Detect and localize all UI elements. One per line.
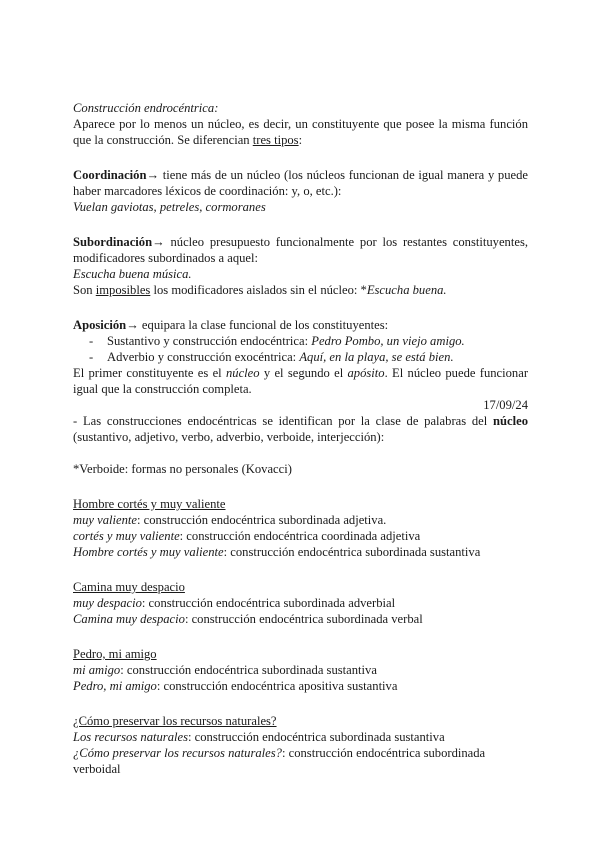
note-text: los modificadores aislados sin el núcleo: * [150, 283, 367, 297]
example-title: ¿Cómo preservar los recursos naturales? [73, 714, 277, 728]
example-line [73, 745, 528, 777]
example-block [73, 579, 528, 627]
intro-paragraph [73, 116, 528, 148]
example-title: Hombre cortés y muy valiente [73, 497, 226, 511]
note-text: Son [73, 283, 96, 297]
imposibles-underlined: imposibles [95, 283, 151, 297]
example-phrase: ¿Cómo preservar los recursos naturales? [73, 746, 282, 760]
example-line [73, 611, 528, 627]
example-phrase: Pedro, mi amigo [73, 679, 157, 693]
aposicion-after [73, 365, 528, 397]
example-block [73, 646, 528, 694]
example-line [73, 595, 528, 611]
coordinacion-example: Vuelan gaviotas, petreles, cormoranes [73, 200, 266, 214]
after-text: . El núcleo puede funcionar igual que la construcción completa. [73, 366, 529, 396]
spacer [73, 627, 528, 646]
spacer [73, 477, 528, 496]
nucleo-word: núcleo [225, 366, 260, 380]
example-phrase: Hombre cortés y muy valiente [73, 545, 224, 559]
endo-text: - Las construcciones endocéntricas se identifican por la clase de palabras del [73, 414, 494, 428]
example-block [73, 496, 528, 560]
list-item-text: Adverbio y construcción exocéntrica: [107, 350, 300, 364]
spacer [73, 215, 528, 234]
document-page [73, 100, 528, 777]
example-desc: : construcción endocéntrica coordinada adjetiva [179, 529, 421, 543]
arrow-icon: → [126, 318, 139, 332]
aposicion-term: Aposición [73, 318, 127, 332]
example-phrase: cortés y muy valiente [73, 529, 180, 543]
list-item-text: Sustantivo y construcción endocéntrica: [107, 334, 312, 348]
aposicion-list [73, 333, 528, 365]
list-item [73, 349, 528, 365]
verboide-note: *Verboide: formas no personales (Kovacci) [73, 462, 292, 476]
after-text: y el segundo el [259, 366, 348, 380]
after-text: El primer constituyente es el [73, 366, 226, 380]
list-item [73, 333, 528, 349]
example-desc: : construcción endocéntrica subordinada adjetiva. [137, 513, 387, 527]
aposito-word: apósito [347, 366, 385, 380]
example-phrase: Camina muy despacio [73, 612, 185, 626]
coordinacion-term: Coordinación [73, 168, 147, 182]
example-desc: : construcción endocéntrica subordinada sustantiva [223, 545, 481, 559]
subordinacion-text: núcleo presupuesto funcionalmente por los restantes constituyentes, modificadores subordinados a aquel: [73, 235, 528, 265]
example-line [73, 729, 528, 745]
tres-tipos-underlined: tres tipos [252, 133, 299, 147]
coordinacion-text: tiene más de un núcleo (los núcleos funcionan de igual manera y puede haber marcadores léxicos de coordinación: y, o, etc.): [73, 168, 528, 198]
spacer [73, 298, 528, 317]
endo-text: (sustantivo, adjetivo, verbo, adverbio, verboide, interjección): [73, 430, 385, 444]
example-line [73, 528, 528, 544]
example-phrase: muy despacio [73, 596, 142, 610]
spacer [73, 694, 528, 713]
arrow-icon: → [152, 235, 165, 249]
arrow-icon: → [146, 168, 160, 182]
note-example: Escucha buena. [366, 283, 447, 297]
example-title: Camina muy despacio [73, 580, 185, 594]
example-desc: : construcción endocéntrica apositiva sustantiva [156, 679, 398, 693]
spacer [73, 148, 528, 167]
subordinacion-note [73, 282, 528, 298]
example-desc: : construcción endocéntrica subordinada sustantiva [120, 663, 377, 677]
example-line [73, 678, 528, 694]
intro-colon: : [298, 133, 303, 147]
subordinacion-example: Escucha buena música. [73, 267, 192, 281]
subordinacion-paragraph [73, 234, 528, 266]
example-desc: : construcción endocéntrica subordinada verboidal [73, 746, 486, 776]
example-line [73, 662, 528, 678]
example-phrase: Los recursos naturales [73, 730, 188, 744]
example-phrase: mi amigo [73, 663, 121, 677]
example-block [73, 713, 528, 777]
spacer [73, 560, 528, 579]
endo-paragraph [73, 413, 528, 445]
example-desc: : construcción endocéntrica subordinada adverbial [141, 596, 396, 610]
intro-text: Aparece por lo menos un núcleo, es decir, un constituyente que posee la misma función que la construcción. Se diferencian [73, 117, 528, 147]
example-phrase: muy valiente [73, 513, 137, 527]
example-line [73, 544, 528, 560]
list-item-example: Pedro Pombo, un viejo amigo. [311, 334, 465, 348]
example-desc: : construcción endocéntrica subordinada verbal [184, 612, 423, 626]
example-title: Pedro, mi amigo [73, 647, 157, 661]
example-line [73, 512, 528, 528]
intro-heading: Construcción endrocéntrica: [73, 101, 219, 115]
subordinacion-term: Subordinación [73, 235, 153, 249]
date-stamp: 17/09/24 [483, 398, 528, 412]
spacer [73, 445, 528, 461]
nucleo-bold: núcleo [493, 414, 528, 428]
aposicion-paragraph [73, 317, 528, 333]
aposicion-text: equipara la clase funcional de los constituyentes: [138, 318, 389, 332]
example-desc: : construcción endocéntrica subordinada sustantiva [188, 730, 445, 744]
coordinacion-paragraph [73, 167, 528, 199]
list-item-example: Aquí, en la playa, se está bien. [299, 350, 454, 364]
